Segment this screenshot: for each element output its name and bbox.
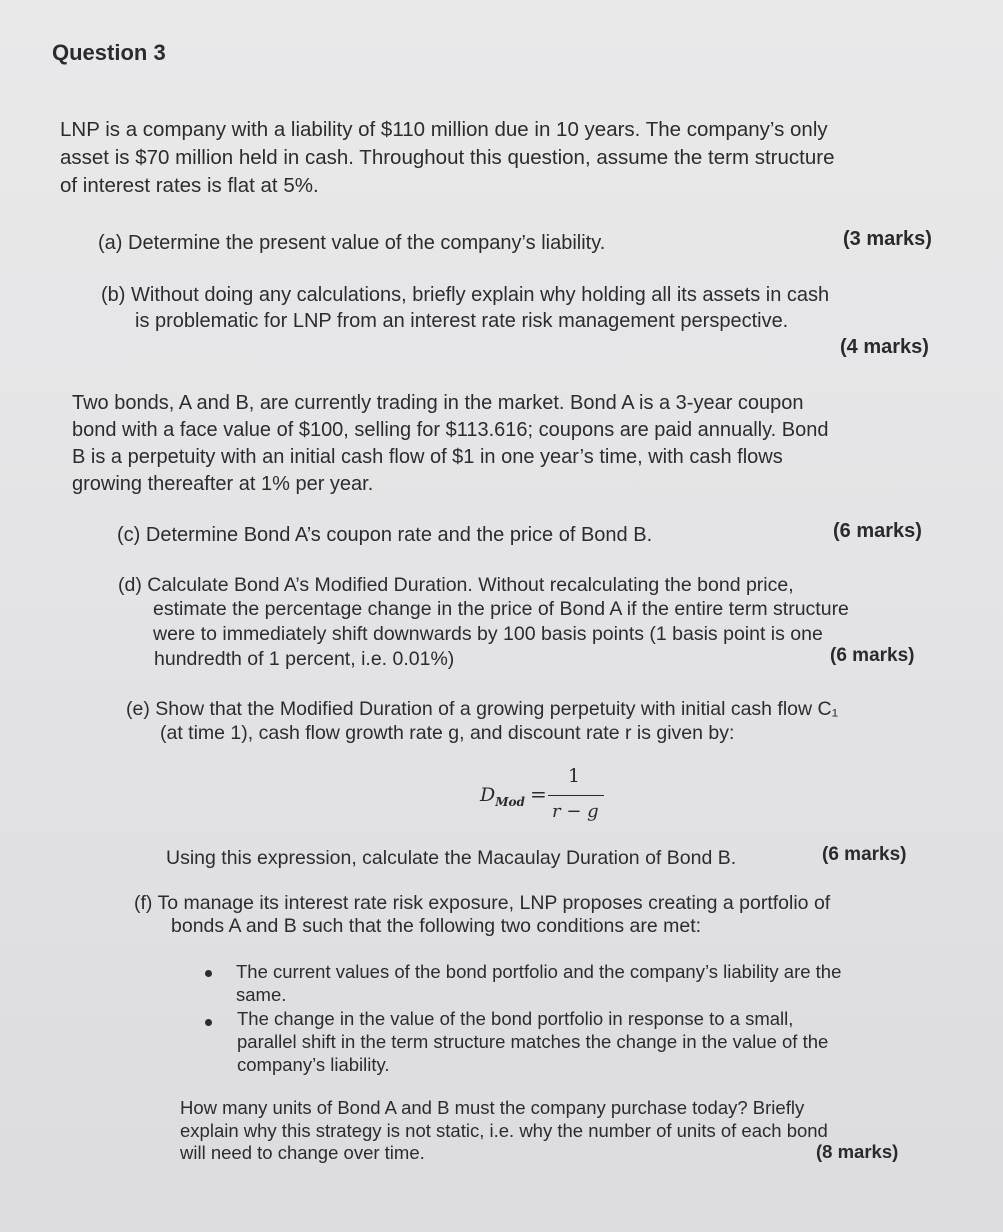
formula-denominator: r − g <box>552 801 599 822</box>
part-d-line-3: were to immediately shift downwards by 100 basis points (1 basis point is one <box>153 623 823 645</box>
part-b-line-1: (b) Without doing any calculations, briefly explain why holding all its assets in cash <box>101 284 830 306</box>
part-b-line-2: is problematic for LNP from an interest rate risk management perspective. <box>135 310 789 332</box>
bullet-1-line-1: The current values of the bond portfolio and the company’s liability are the <box>236 961 842 982</box>
formula-lhs-subscript: Mod <box>495 794 525 809</box>
bonds-intro-line: bond with a face value of $100, selling for $113.616; coupons are paid annually. Bond <box>72 419 829 441</box>
part-e-line-1: (e) Show that the Modified Duration of a growing perpetuity with initial cash flow C₁ <box>126 698 839 720</box>
part-e-followup: Using this expression, calculate the Macaulay Duration of Bond B. <box>166 847 737 869</box>
intro-line: asset is $70 million held in cash. Throughout this question, assume the term structure <box>60 146 835 169</box>
intro-paragraph <box>60 116 960 200</box>
question-title: Question 3 <box>52 40 166 65</box>
part-f-line-2: bonds A and B such that the following two conditions are met: <box>171 915 702 937</box>
bullet-2-line-1: The change in the value of the bond portfolio in response to a small, <box>237 1008 794 1029</box>
bonds-intro-line: growing thereafter at 1% per year. <box>72 473 374 495</box>
part-e-marks: (6 marks) <box>822 844 907 865</box>
part-d-line-4: hundredth of 1 percent, i.e. 0.01%) <box>154 648 455 670</box>
part-c-marks: (6 marks) <box>833 520 922 542</box>
intro-line: of interest rates is flat at 5%. <box>60 174 319 197</box>
closing-line-2: explain why this strategy is not static, i.e. why the number of units of each bond <box>180 1120 828 1141</box>
part-d-line-1: (d) Calculate Bond A’s Modified Duration. Without recalculating the bond price, <box>118 574 794 596</box>
bullet-icon <box>205 1019 212 1026</box>
formula-equals: = <box>530 782 547 806</box>
bullet-2-line-3: company’s liability. <box>237 1054 390 1075</box>
part-f-marks: (8 marks) <box>816 1141 899 1162</box>
closing-line-3: will need to change over time. <box>180 1142 425 1163</box>
bullet-icon <box>205 970 212 977</box>
formula-numerator: 1 <box>568 765 581 787</box>
bonds-intro-line: B is a perpetuity with an initial cash flow of $1 in one year’s time, with cash flows <box>72 446 783 468</box>
formula-fraction-bar <box>548 795 604 796</box>
intro-line: LNP is a company with a liability of $110 million due in 10 years. The company’s only <box>60 118 828 141</box>
part-d-marks: (6 marks) <box>830 645 915 666</box>
bullet-1-line-2: same. <box>236 984 287 1005</box>
bonds-intro-paragraph <box>72 390 952 498</box>
closing-line-1: How many units of Bond A and B must the company purchase today? Briefly <box>180 1097 805 1118</box>
formula-lhs-symbol: D <box>480 784 496 806</box>
formula-lhs <box>480 784 525 809</box>
part-e-line-2: (at time 1), cash flow growth rate g, and discount rate r is given by: <box>160 722 735 744</box>
bullet-2-line-2: parallel shift in the term structure matches the change in the value of the <box>237 1031 829 1052</box>
part-b-marks: (4 marks) <box>840 336 929 358</box>
part-f-line-1: (f) To manage its interest rate risk exposure, LNP proposes creating a portfolio of <box>134 892 831 914</box>
part-d-line-2: estimate the percentage change in the price of Bond A if the entire term structure <box>153 598 849 620</box>
part-c-text: (c) Determine Bond A’s coupon rate and the price of Bond B. <box>117 524 653 546</box>
part-a-text: (a) Determine the present value of the company’s liability. <box>98 232 606 254</box>
part-a-marks: (3 marks) <box>843 228 932 250</box>
bonds-intro-line: Two bonds, A and B, are currently trading in the market. Bond A is a 3-year coupon <box>72 392 804 414</box>
